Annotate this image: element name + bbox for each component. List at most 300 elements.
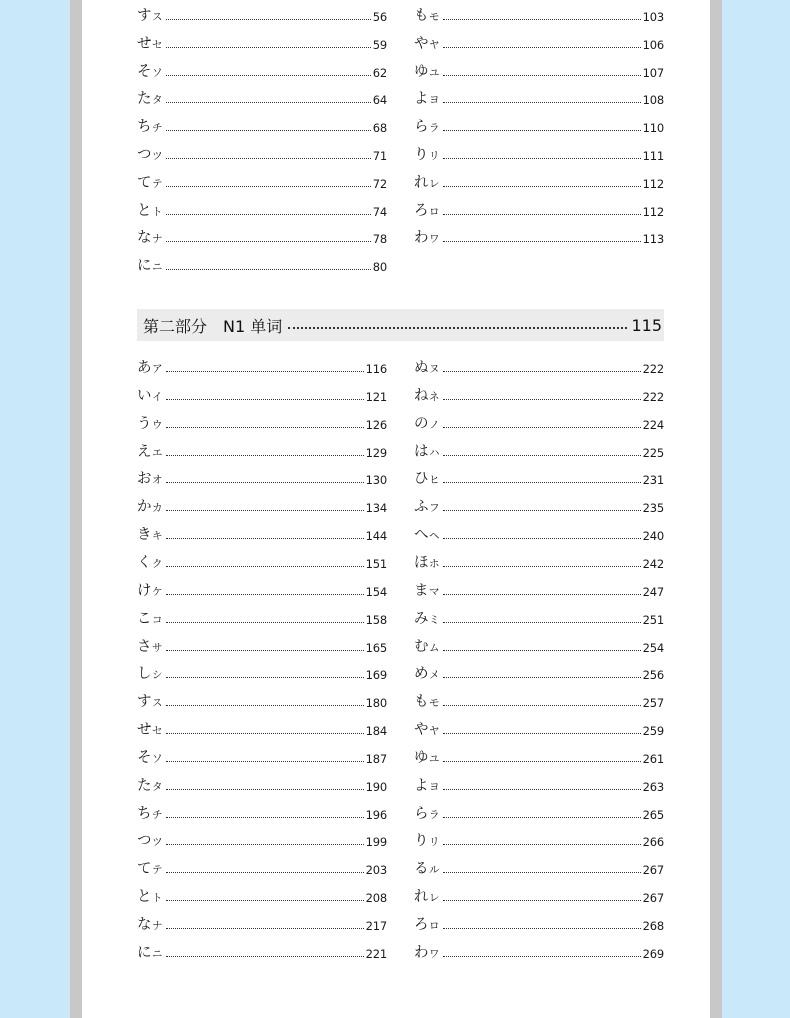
entry-katakana: シ xyxy=(152,669,163,682)
dot-leader xyxy=(166,650,364,651)
dot-leader xyxy=(166,538,364,539)
entry-page-number: 129 xyxy=(365,445,387,460)
entry-hiragana: に xyxy=(137,944,152,961)
dot-leader xyxy=(166,130,371,131)
entry-katakana: コ xyxy=(152,613,163,626)
section-header-page: 115 xyxy=(631,315,662,335)
entry-katakana: チ xyxy=(152,122,163,135)
dot-leader xyxy=(166,75,371,76)
entry-hiragana: め xyxy=(414,666,429,683)
index-entry[interactable] xyxy=(414,522,664,544)
entry-page-number: 266 xyxy=(642,835,664,850)
entry-hiragana: く xyxy=(137,554,152,571)
entry-hiragana: も xyxy=(414,8,429,24)
entry-hiragana: は xyxy=(414,443,429,460)
entry-page-number: 108 xyxy=(642,93,664,108)
dot-leader xyxy=(166,733,364,734)
entry-katakana: メ xyxy=(429,669,440,682)
entry-katakana: エ xyxy=(152,446,163,459)
entry-page-number: 208 xyxy=(365,891,387,906)
index-entry[interactable] xyxy=(137,745,387,767)
right-border-strip xyxy=(710,0,722,1018)
dot-leader xyxy=(166,622,364,623)
entry-katakana: カ xyxy=(152,502,163,515)
entry-katakana: ツ xyxy=(152,836,163,849)
entry-katakana: ヒ xyxy=(429,474,440,487)
entry-katakana: サ xyxy=(152,641,163,654)
index-entry[interactable] xyxy=(137,773,387,795)
index-entry[interactable] xyxy=(414,828,664,850)
entry-hiragana: ね xyxy=(414,387,429,404)
index-entry[interactable] xyxy=(414,912,664,934)
index-entry[interactable] xyxy=(137,606,387,628)
entry-katakana: ハ xyxy=(429,446,440,459)
index-entry[interactable] xyxy=(137,717,387,739)
dot-leader xyxy=(166,241,371,242)
entry-katakana: テ xyxy=(152,864,163,877)
entry-page-number: 107 xyxy=(642,65,664,80)
index-entry[interactable] xyxy=(137,253,387,275)
index-entry[interactable] xyxy=(414,634,664,656)
index-entry[interactable] xyxy=(137,801,387,823)
entry-katakana: セ xyxy=(152,725,163,738)
index-entry[interactable] xyxy=(137,494,387,516)
entry-page-number: 78 xyxy=(372,232,387,247)
entry-katakana: ケ xyxy=(152,585,163,598)
entry-hiragana: ゆ xyxy=(414,749,429,766)
index-entry[interactable] xyxy=(414,550,664,572)
entry-katakana: オ xyxy=(152,474,163,487)
index-entry[interactable] xyxy=(414,606,664,628)
entry-page-number: 106 xyxy=(642,37,664,52)
entry-katakana: リ xyxy=(429,150,440,162)
entry-hiragana: つ xyxy=(137,147,152,163)
entry-hiragana: あ xyxy=(137,360,152,376)
entry-hiragana: せ xyxy=(137,35,152,52)
entry-katakana: ワ xyxy=(429,947,440,960)
entry-hiragana: ち xyxy=(137,805,152,822)
index-entry[interactable] xyxy=(414,940,664,962)
dot-leader xyxy=(166,789,364,790)
entry-page-number: 190 xyxy=(365,779,387,794)
entry-katakana: ウ xyxy=(152,418,163,431)
dot-leader xyxy=(166,269,371,270)
entry-katakana: ラ xyxy=(429,808,440,821)
entry-page-number: 130 xyxy=(365,473,387,488)
dot-leader xyxy=(166,566,364,567)
dot-leader xyxy=(443,538,641,539)
index-entry[interactable] xyxy=(414,3,664,25)
dot-leader xyxy=(166,956,364,957)
index-entry[interactable] xyxy=(137,86,387,108)
index-entry[interactable] xyxy=(414,884,664,906)
dot-leader xyxy=(166,455,364,456)
dot-leader xyxy=(443,241,641,242)
entry-page-number: 62 xyxy=(372,65,387,80)
entry-page-number: 74 xyxy=(372,204,387,219)
entry-katakana: ソ xyxy=(152,752,163,765)
entry-hiragana: に xyxy=(137,258,152,275)
entry-hiragana: さ xyxy=(137,638,152,655)
dot-leader xyxy=(166,47,371,48)
entry-page-number: 267 xyxy=(642,891,664,906)
entry-katakana: リ xyxy=(429,836,440,849)
entry-hiragana: や xyxy=(414,722,429,739)
dot-leader xyxy=(166,594,364,595)
entry-hiragana: ゆ xyxy=(414,63,429,80)
index-entry[interactable] xyxy=(414,689,664,711)
entry-page-number: 165 xyxy=(365,640,387,655)
index-entry[interactable] xyxy=(137,856,387,878)
entry-hiragana: ら xyxy=(414,805,429,822)
entry-katakana: ル xyxy=(429,864,440,877)
dot-leader xyxy=(443,19,641,20)
dot-leader xyxy=(443,399,641,400)
entry-hiragana: け xyxy=(137,582,152,599)
entry-page-number: 158 xyxy=(365,612,387,627)
entry-hiragana: た xyxy=(137,777,152,794)
dot-leader xyxy=(166,705,364,706)
entry-hiragana: そ xyxy=(137,63,152,80)
entry-katakana: ノ xyxy=(429,418,440,431)
entry-katakana: ヘ xyxy=(429,530,440,543)
entry-page-number: 134 xyxy=(365,501,387,516)
dot-leader xyxy=(443,928,641,929)
dot-leader xyxy=(443,566,641,567)
entry-hiragana: ま xyxy=(414,582,429,599)
index-entry[interactable] xyxy=(414,773,664,795)
entry-katakana: モ xyxy=(429,697,440,710)
entry-katakana: ア xyxy=(152,363,163,375)
entry-katakana: ニ xyxy=(152,261,163,274)
index-entry[interactable] xyxy=(137,912,387,934)
entry-hiragana: す xyxy=(137,8,152,24)
entry-katakana: ヨ xyxy=(429,94,440,107)
index-entry[interactable] xyxy=(137,59,387,81)
index-entry[interactable] xyxy=(137,31,387,53)
index-entry[interactable] xyxy=(414,170,664,192)
entry-katakana: レ xyxy=(429,892,440,905)
dot-leader xyxy=(443,677,641,678)
index-entry[interactable] xyxy=(137,940,387,962)
entry-katakana: レ xyxy=(429,177,440,190)
entry-page-number: 251 xyxy=(642,612,664,627)
entry-hiragana: う xyxy=(137,415,152,432)
entry-hiragana: の xyxy=(414,415,429,432)
entry-katakana: ト xyxy=(152,205,163,218)
index-entry[interactable] xyxy=(414,355,664,377)
entry-hiragana: わ xyxy=(414,230,429,247)
entry-hiragana: え xyxy=(137,443,152,460)
index-entry[interactable] xyxy=(137,661,387,683)
entry-hiragana: り xyxy=(414,147,429,163)
entry-hiragana: ち xyxy=(137,119,152,136)
entry-hiragana: よ xyxy=(414,91,429,108)
dot-leader xyxy=(443,75,641,76)
entry-page-number: 56 xyxy=(372,10,387,24)
index-entry[interactable] xyxy=(414,801,664,823)
entry-katakana: モ xyxy=(429,11,440,23)
dot-leader xyxy=(443,186,641,187)
entry-katakana: ラ xyxy=(429,122,440,135)
entry-page-number: 265 xyxy=(642,807,664,822)
entry-katakana: ヨ xyxy=(429,780,440,793)
index-entry[interactable] xyxy=(414,494,664,516)
dot-leader xyxy=(443,214,641,215)
entry-hiragana: む xyxy=(414,638,429,655)
entry-hiragana: ろ xyxy=(414,917,429,933)
entry-hiragana: て xyxy=(137,861,152,878)
entry-page-number: 71 xyxy=(372,149,387,163)
dot-leader xyxy=(443,455,641,456)
entry-hiragana: ひ xyxy=(414,471,429,488)
entry-hiragana: と xyxy=(137,202,152,219)
entry-page-number: 254 xyxy=(642,640,664,655)
entry-page-number: 222 xyxy=(642,362,664,376)
entry-katakana: ネ xyxy=(429,390,440,403)
entry-hiragana: て xyxy=(137,174,152,191)
entry-katakana: タ xyxy=(152,94,163,107)
entry-katakana: ス xyxy=(152,697,163,710)
entry-katakana: ナ xyxy=(152,920,163,932)
entry-katakana: ト xyxy=(152,892,163,905)
index-entry[interactable] xyxy=(137,411,387,433)
entry-page-number: 187 xyxy=(365,751,387,766)
entry-katakana: ナ xyxy=(152,233,163,246)
index-entry[interactable] xyxy=(137,383,387,405)
dot-leader xyxy=(443,102,641,103)
entry-hiragana: よ xyxy=(414,777,429,794)
entry-katakana: ツ xyxy=(152,150,163,162)
entry-page-number: 111 xyxy=(642,149,664,163)
entry-page-number: 184 xyxy=(365,724,387,739)
dot-leader xyxy=(443,789,641,790)
entry-page-number: 259 xyxy=(642,724,664,739)
entry-hiragana: と xyxy=(137,889,152,906)
entry-page-number: 261 xyxy=(642,751,664,766)
entry-page-number: 68 xyxy=(372,121,387,136)
entry-hiragana: た xyxy=(137,91,152,108)
dot-leader xyxy=(443,482,641,483)
dot-leader xyxy=(166,482,364,483)
entry-page-number: 169 xyxy=(365,668,387,683)
dot-leader xyxy=(166,102,371,103)
entry-page-number: 240 xyxy=(642,529,664,544)
entry-page-number: 267 xyxy=(642,863,664,878)
entry-hiragana: い xyxy=(137,387,152,404)
dot-leader xyxy=(166,186,371,187)
entry-katakana: ソ xyxy=(152,66,163,79)
entry-katakana: ロ xyxy=(429,205,440,218)
dot-leader xyxy=(443,733,641,734)
dot-leader xyxy=(443,817,641,818)
entry-hiragana: ら xyxy=(414,119,429,136)
entry-hiragana: り xyxy=(414,833,429,850)
index-entry[interactable] xyxy=(414,856,664,878)
entry-page-number: 256 xyxy=(642,668,664,683)
entry-katakana: セ xyxy=(152,38,163,51)
entry-page-number: 199 xyxy=(365,835,387,850)
index-entry[interactable] xyxy=(414,466,664,488)
entry-page-number: 154 xyxy=(365,584,387,599)
index-entry[interactable] xyxy=(414,225,664,247)
index-entry[interactable] xyxy=(414,86,664,108)
index-entry[interactable] xyxy=(137,689,387,711)
index-entry[interactable] xyxy=(137,114,387,136)
entry-hiragana: れ xyxy=(414,174,429,191)
entry-page-number: 144 xyxy=(365,529,387,544)
entry-hiragana: ほ xyxy=(414,554,429,571)
dot-leader xyxy=(443,650,641,651)
entry-hiragana: し xyxy=(137,666,152,683)
entry-katakana: チ xyxy=(152,808,163,821)
index-entry[interactable] xyxy=(137,3,387,25)
dot-leader xyxy=(443,705,641,706)
dot-leader xyxy=(443,47,641,48)
entry-page-number: 103 xyxy=(642,10,664,24)
dot-leader xyxy=(166,214,371,215)
entry-page-number: 231 xyxy=(642,473,664,488)
index-entry[interactable] xyxy=(137,466,387,488)
entry-hiragana: ろ xyxy=(414,202,429,219)
entry-katakana: ヤ xyxy=(429,38,440,51)
dot-leader xyxy=(166,158,371,159)
entry-katakana: ヌ xyxy=(429,363,440,375)
entry-page-number: 257 xyxy=(642,696,664,711)
entry-page-number: 203 xyxy=(365,863,387,878)
dot-leader xyxy=(443,872,641,873)
entry-katakana: イ xyxy=(152,390,163,403)
entry-page-number: 222 xyxy=(642,389,664,404)
dot-leader xyxy=(166,872,364,873)
entry-hiragana: ふ xyxy=(414,499,429,516)
left-border-strip xyxy=(70,0,82,1018)
index-entry[interactable] xyxy=(137,225,387,247)
index-entry[interactable] xyxy=(414,114,664,136)
index-entry[interactable] xyxy=(414,745,664,767)
entry-hiragana: る xyxy=(414,861,429,878)
index-entry[interactable] xyxy=(137,550,387,572)
entry-hiragana: そ xyxy=(137,749,152,766)
entry-katakana: ニ xyxy=(152,947,163,960)
section-header-n1-words[interactable] xyxy=(137,309,664,341)
entry-katakana: テ xyxy=(152,177,163,190)
index-entry[interactable] xyxy=(414,383,664,405)
entry-page-number: 110 xyxy=(642,121,664,136)
entry-katakana: ユ xyxy=(429,66,440,79)
section-header-leader xyxy=(288,327,627,329)
entry-hiragana: せ xyxy=(137,722,152,739)
entry-katakana: ミ xyxy=(429,613,440,626)
index-entry[interactable] xyxy=(414,59,664,81)
dot-leader xyxy=(443,158,641,159)
entry-hiragana: き xyxy=(137,527,152,544)
index-entry[interactable] xyxy=(414,717,664,739)
entry-page-number: 151 xyxy=(365,556,387,571)
index-entry[interactable] xyxy=(137,634,387,656)
entry-page-number: 72 xyxy=(372,176,387,191)
dot-leader xyxy=(166,371,364,372)
index-entry[interactable] xyxy=(137,522,387,544)
entry-page-number: 225 xyxy=(642,445,664,460)
entry-page-number: 80 xyxy=(372,260,387,275)
index-entry[interactable] xyxy=(414,578,664,600)
entry-page-number: 180 xyxy=(365,696,387,711)
section-header-title: 第二部分 N1 单词 xyxy=(143,316,283,336)
entry-page-number: 224 xyxy=(642,417,664,432)
dot-leader xyxy=(443,622,641,623)
dot-leader xyxy=(443,900,641,901)
entry-hiragana: ぬ xyxy=(414,360,429,376)
entry-page-number: 221 xyxy=(365,946,387,961)
entry-page-number: 268 xyxy=(642,919,664,933)
entry-page-number: 247 xyxy=(642,584,664,599)
index-entry[interactable] xyxy=(137,884,387,906)
dot-leader xyxy=(166,510,364,511)
entry-hiragana: お xyxy=(137,471,152,488)
entry-page-number: 126 xyxy=(365,417,387,432)
entry-page-number: 121 xyxy=(365,389,387,404)
entry-katakana: ヤ xyxy=(429,725,440,738)
dot-leader xyxy=(166,844,364,845)
entry-katakana: マ xyxy=(429,585,440,598)
entry-hiragana: す xyxy=(137,694,152,711)
index-entry[interactable] xyxy=(414,411,664,433)
entry-page-number: 269 xyxy=(642,946,664,961)
index-entry[interactable] xyxy=(137,439,387,461)
entry-hiragana: も xyxy=(414,694,429,711)
entry-hiragana: わ xyxy=(414,944,429,961)
entry-katakana: ス xyxy=(152,11,163,23)
dot-leader xyxy=(166,928,364,929)
entry-page-number: 263 xyxy=(642,779,664,794)
entry-page-number: 112 xyxy=(642,176,664,191)
index-entry[interactable] xyxy=(414,142,664,164)
dot-leader xyxy=(166,677,364,678)
entry-hiragana: な xyxy=(137,917,152,933)
entry-page-number: 59 xyxy=(372,37,387,52)
index-entry[interactable] xyxy=(414,439,664,461)
entry-katakana: キ xyxy=(152,530,163,543)
index-entry[interactable] xyxy=(137,355,387,377)
dot-leader xyxy=(166,399,364,400)
index-entry[interactable] xyxy=(414,661,664,683)
dot-leader xyxy=(166,761,364,762)
index-entry[interactable] xyxy=(137,170,387,192)
entry-katakana: ワ xyxy=(429,233,440,246)
index-entry[interactable] xyxy=(137,142,387,164)
dot-leader xyxy=(443,956,641,957)
index-entry[interactable] xyxy=(137,198,387,220)
index-entry[interactable] xyxy=(414,198,664,220)
dot-leader xyxy=(166,817,364,818)
index-entry[interactable] xyxy=(414,31,664,53)
entry-katakana: ユ xyxy=(429,752,440,765)
dot-leader xyxy=(443,594,641,595)
dot-leader xyxy=(443,371,641,372)
entry-katakana: ク xyxy=(152,557,163,570)
entry-hiragana: み xyxy=(414,610,429,627)
entry-page-number: 196 xyxy=(365,807,387,822)
dot-leader xyxy=(443,844,641,845)
dot-leader xyxy=(166,427,364,428)
entry-page-number: 242 xyxy=(642,556,664,571)
entry-hiragana: れ xyxy=(414,889,429,906)
entry-katakana: ロ xyxy=(429,920,440,932)
index-entry[interactable] xyxy=(137,578,387,600)
index-entry[interactable] xyxy=(137,828,387,850)
dot-leader xyxy=(443,510,641,511)
